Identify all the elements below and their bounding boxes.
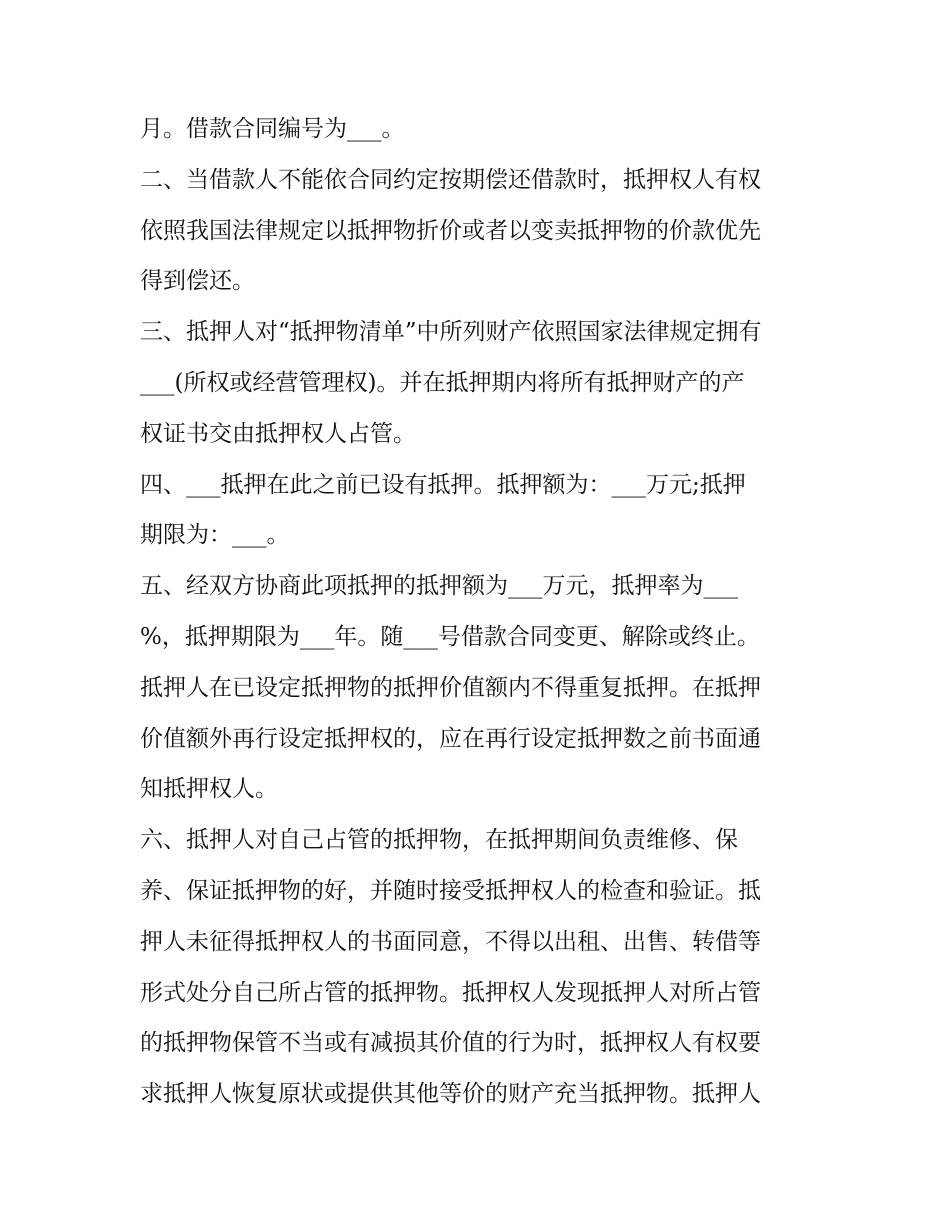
text-line: ___(所权或经营管理权)。并在抵押期内将所有抵押财产的产	[140, 369, 745, 396]
text-line: 权证书交由抵押权人占管。	[140, 420, 416, 447]
text-line: 求抵押人恢复原状或提供其他等价的财产充当抵押物。抵押人	[140, 1081, 761, 1108]
text-line: 知抵押权人。	[140, 776, 278, 803]
text-line: 月。借款合同编号为___。	[140, 116, 405, 142]
text-line: 押人未征得抵押权人的书面同意，不得以出租、出售、转借等	[140, 928, 761, 955]
text-line: 三、抵押人对“抵押物清单”中所列财产依照国家法律规定拥有	[140, 319, 762, 346]
text-line: 四、___抵押在此之前已设有抵押。抵押额为：___万元;抵押	[140, 471, 746, 498]
text-line: 形式处分自己所占管的抵押物。抵押权人发现抵押人对所占管	[140, 979, 761, 1006]
text-line: 六、抵押人对自己占管的抵押物，在抵押期间负责维修、保	[140, 827, 738, 854]
text-line: 得到偿还。	[140, 268, 255, 295]
text-line: 五、经双方协商此项抵押的抵押额为___万元，抵押率为___	[140, 573, 738, 600]
text-line: 依照我国法律规定以抵押物折价或者以变卖抵押物的价款优先	[140, 217, 761, 244]
text-line: 抵押人在已设定抵押物的抵押价值额内不得重复抵押。在抵押	[140, 674, 761, 701]
text-line: 价值额外再行设定抵押权的，应在再行设定抵押数之前书面通	[140, 725, 761, 752]
text-line: 的抵押物保管不当或有减损其价值的行为时，抵押权人有权要	[140, 1030, 761, 1057]
text-line: 二、当借款人不能依合同约定按期偿还借款时，抵押权人有权	[140, 166, 761, 193]
text-line: 期限为：___。	[140, 522, 290, 549]
text-line: 养、保证抵押物的好，并随时接受抵押权人的检查和验证。抵	[140, 877, 761, 904]
text-line: %，抵押期限为___年。随___号借款合同变更、解除或终止。	[140, 623, 760, 650]
contract-text	[140, 104, 820, 1120]
